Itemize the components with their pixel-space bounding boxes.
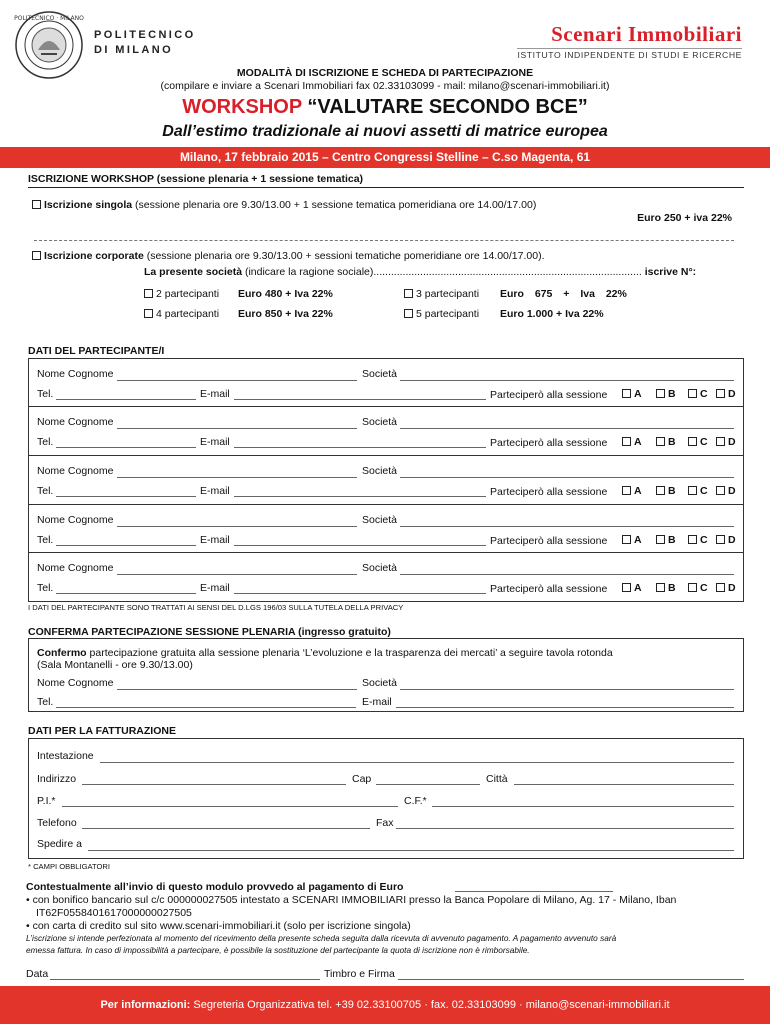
scenari-subtitle: ISTITUTO INDIPENDENTE DI STUDI E RICERCHE	[517, 50, 742, 60]
sessione-letter: D	[728, 582, 736, 594]
plenaria-nome-label: Nome Cognome	[37, 677, 114, 689]
option-2[interactable]	[144, 288, 219, 300]
plenaria-email-label: E-mail	[362, 696, 392, 708]
singola-label: Iscrizione singola	[44, 199, 133, 211]
footer-info-label: Per informazioni:	[100, 999, 191, 1011]
plenaria-email-field[interactable]	[396, 707, 734, 708]
option-3-price: Euro 675 + Iva 22%	[500, 288, 627, 300]
polimi-line2: DI MILANO	[94, 44, 174, 56]
participant-sessione-label: Parteciperò alla sessione	[490, 486, 608, 498]
sessione-checkbox[interactable]	[716, 437, 725, 446]
option-4[interactable]	[144, 308, 219, 320]
sessione-option[interactable]	[716, 582, 736, 594]
note-line2: emessa fattura. In caso di impossibilità a partecipare, è possibile la sostituzione del partecipante la quota di iscrizione non è rimborsabile.	[26, 945, 530, 955]
workshop-title	[0, 96, 770, 119]
intestazione-label: Intestazione	[37, 750, 94, 762]
sessione-option[interactable]	[688, 582, 708, 594]
sala-line: (Sala Montanelli - ore 9.30/13.00)	[37, 659, 193, 671]
sessione-letter: D	[728, 436, 736, 448]
option-5-price: Euro 1.000 + Iva 22%	[500, 308, 604, 320]
option-4-price: Euro 850 + Iva 22%	[238, 308, 333, 320]
sessione-checkbox[interactable]	[622, 389, 631, 398]
sessione-checkbox[interactable]	[622, 535, 631, 544]
option-3-label: 3 partecipanti	[416, 288, 480, 300]
participant-nome-label: Nome Cognome	[37, 465, 114, 477]
participant-email-field[interactable]	[234, 545, 486, 546]
sessione-option[interactable]	[716, 485, 736, 497]
singola-detail: (sessione plenaria ore 9.30/13.00 + 1 sessione tematica pomeridiana ore 14.00/17.00)	[135, 199, 537, 211]
sessione-checkbox[interactable]	[622, 437, 631, 446]
participant-email-field[interactable]	[234, 399, 486, 400]
sessione-checkbox[interactable]	[656, 437, 665, 446]
participant-separator	[28, 455, 744, 456]
participant-nome-label: Nome Cognome	[37, 514, 114, 526]
sessione-letter: B	[668, 534, 676, 546]
participant-email-field[interactable]	[234, 593, 486, 594]
fax-field[interactable]	[396, 828, 734, 829]
sessione-option[interactable]	[688, 388, 708, 400]
sessione-letter: D	[728, 534, 736, 546]
societa-detail: (indicare la ragione sociale)	[244, 266, 374, 278]
participant-email-label: E-mail	[200, 388, 230, 400]
sessione-letter: A	[634, 534, 642, 546]
sessione-checkbox[interactable]	[622, 486, 631, 495]
sessione-checkbox[interactable]	[716, 583, 725, 592]
participant-tel-field[interactable]	[56, 593, 196, 594]
sessione-option[interactable]	[622, 388, 642, 400]
sessione-letter: A	[634, 436, 642, 448]
participant-tel-field[interactable]	[56, 496, 196, 497]
footer-info-text: Segreteria Organizzativa tel. +39 02.33100705 · fax. 02.33103099 · milano@scenari-immobiliari.it	[193, 999, 670, 1011]
partecipanti-section-title: DATI DEL PARTECIPANTE/I	[28, 345, 165, 357]
confermo-text: partecipazione gratuita alla sessione plenaria ‘L’evoluzione e la trasparenza dei mercati’ a seguire tavola rotonda	[89, 647, 613, 659]
option-3-checkbox[interactable]	[404, 289, 413, 298]
sessione-option[interactable]	[716, 436, 736, 448]
participant-societa-field[interactable]	[400, 574, 734, 575]
sessione-option[interactable]	[622, 485, 642, 497]
sessione-checkbox[interactable]	[716, 486, 725, 495]
sessione-letter: C	[700, 582, 708, 594]
sessione-checkbox[interactable]	[656, 389, 665, 398]
participant-sessione-label: Parteciperò alla sessione	[490, 535, 608, 547]
sessione-option[interactable]	[688, 436, 708, 448]
sessione-option[interactable]	[656, 436, 676, 448]
participant-tel-field[interactable]	[56, 399, 196, 400]
citta-field[interactable]	[514, 784, 734, 785]
option-2-price: Euro 480 + Iva 22%	[238, 288, 333, 300]
sessione-letter: B	[668, 436, 676, 448]
telefono-label: Telefono	[37, 817, 77, 829]
sessione-checkbox[interactable]	[656, 583, 665, 592]
piva-label: P.I.*	[37, 795, 56, 807]
participant-nome-label: Nome Cognome	[37, 416, 114, 428]
workshop-name: “VALUTARE SECONDO BCE”	[307, 96, 588, 118]
sessione-letter: A	[634, 582, 642, 594]
corporate-row[interactable]	[32, 250, 545, 262]
participant-separator	[28, 552, 744, 553]
sessione-option[interactable]	[622, 582, 642, 594]
participant-societa-field[interactable]	[400, 477, 734, 478]
societa-line	[144, 266, 696, 278]
event-bar: Milano, 17 febbraio 2015 – Centro Congressi Stelline – C.so Magenta, 61	[0, 147, 770, 168]
timbro-label: Timbro e Firma	[324, 968, 395, 980]
participant-email-label: E-mail	[200, 436, 230, 448]
pagamento-euro-field[interactable]	[455, 891, 613, 892]
intestazione-field[interactable]	[100, 762, 734, 763]
seal-text: POLITECNICO · MILANO	[14, 15, 84, 22]
participant-tel-label: Tel.	[37, 436, 54, 448]
singola-checkbox[interactable]	[32, 200, 41, 209]
corporate-detail: (sessione plenaria ore 9.30/13.00 + sessioni tematiche pomeridiane ore 14.00/17.00).	[146, 250, 545, 262]
spedire-field[interactable]	[88, 850, 734, 851]
participant-tel-field[interactable]	[56, 447, 196, 448]
dashed-divider	[34, 240, 734, 241]
option-2-label: 2 partecipanti	[156, 288, 220, 300]
participant-societa-field[interactable]	[400, 428, 734, 429]
footer-bar	[0, 986, 770, 1024]
participant-sessione-label: Parteciperò alla sessione	[490, 583, 608, 595]
sessione-option[interactable]	[622, 534, 642, 546]
participant-nome-label: Nome Cognome	[37, 368, 114, 380]
option-5-label: 5 partecipanti	[416, 308, 480, 320]
note-line1: L’iscrizione si intende perfezionata al momento del ricevimento della presente scheda seguita dalla ricevuta di avvenuto pagamento. A pagamento avvenuto sarà	[26, 933, 617, 943]
iscrizione-section-title: ISCRIZIONE WORKSHOP (sessione plenaria + 1 sessione tematica)	[28, 173, 364, 185]
participant-nome-field[interactable]	[117, 574, 357, 575]
option-4-checkbox[interactable]	[144, 309, 153, 318]
societa-dots[interactable]: ............................................................................................	[373, 266, 642, 278]
spedire-label: Spedire a	[37, 838, 82, 850]
instructions: (compilare e inviare a Scenari Immobiliari fax 02.33103099 - mail: milano@scenari-immobiliari.it)	[160, 80, 610, 92]
participant-nome-field[interactable]	[117, 477, 357, 478]
data-label: Data	[26, 968, 49, 980]
fax-label: Fax	[376, 817, 394, 829]
modalita-title: MODALITÀ DI ISCRIZIONE E SCHEDA DI PARTECIPAZIONE	[236, 67, 534, 79]
pagamento-heading: Contestualmente all’invio di questo modulo provvedo al pagamento di Euro	[26, 881, 404, 893]
option-4-label: 4 partecipanti	[156, 308, 220, 320]
participant-tel-label: Tel.	[37, 388, 54, 400]
plenaria-tel-label: Tel.	[37, 696, 54, 708]
sessione-option[interactable]	[716, 534, 736, 546]
sessione-checkbox[interactable]	[716, 535, 725, 544]
participant-tel-label: Tel.	[37, 485, 54, 497]
privacy-note: I DATI DEL PARTECIPANTE SONO TRATTATI AI SENSI DEL D.LGS 196/03 SULLA TUTELA DELLA PRIVACY	[28, 603, 404, 612]
piva-field[interactable]	[62, 806, 398, 807]
workshop-subtitle: Dall’estimo tradizionale ai nuovi assetti di matrice europea	[162, 123, 608, 140]
bonifico-line1: • con bonifico bancario sul c/c 000000027505 intestato a SCENARI IMMOBILIARI presso la Banca Popolare di Milano, Ag. 17 - Milano, Iban	[26, 894, 677, 906]
participant-societa-label: Società	[362, 368, 398, 380]
cf-field[interactable]	[432, 806, 734, 807]
cf-label: C.F.*	[404, 795, 427, 807]
option-5-checkbox[interactable]	[404, 309, 413, 318]
sessione-letter: C	[700, 436, 708, 448]
option-2-checkbox[interactable]	[144, 289, 153, 298]
participant-societa-label: Società	[362, 562, 398, 574]
iscrive-label: iscrive N°:	[644, 266, 697, 278]
sessione-letter: A	[634, 388, 642, 400]
sessione-letter: D	[728, 485, 736, 497]
timbro-field[interactable]	[398, 979, 744, 980]
sessione-checkbox[interactable]	[688, 535, 697, 544]
sessione-checkbox[interactable]	[656, 486, 665, 495]
fatturazione-box	[28, 738, 744, 859]
participant-sessione-label: Parteciperò alla sessione	[490, 437, 608, 449]
polimi-name	[94, 28, 196, 58]
sessione-option[interactable]	[716, 388, 736, 400]
sessione-checkbox[interactable]	[622, 583, 631, 592]
scenari-name: Scenari Immobiliari	[551, 22, 742, 46]
sessione-checkbox[interactable]	[716, 389, 725, 398]
carta-line: • con carta di credito sul sito www.scenari-immobiliari.it (solo per iscrizione singola)	[26, 920, 411, 932]
participant-separator	[28, 406, 744, 407]
workshop-prefix: WORKSHOP	[182, 96, 302, 118]
sessione-option[interactable]	[656, 388, 676, 400]
participant-tel-label: Tel.	[37, 534, 54, 546]
participant-societa-label: Società	[362, 465, 398, 477]
corporate-checkbox[interactable]	[32, 251, 41, 260]
plenaria-societa-field[interactable]	[400, 689, 734, 690]
indirizzo-label: Indirizzo	[37, 773, 77, 785]
sessione-checkbox[interactable]	[688, 486, 697, 495]
cap-label: Cap	[352, 773, 372, 785]
participant-email-field[interactable]	[234, 496, 486, 497]
sessione-letter: B	[668, 388, 676, 400]
section-rule	[28, 187, 744, 188]
campi-obbligatori: * CAMPI OBBLIGATORI	[28, 862, 111, 871]
sessione-letter: B	[668, 485, 676, 497]
sessione-letter: C	[700, 534, 708, 546]
plenaria-tel-field[interactable]	[56, 707, 356, 708]
sessione-letter: C	[700, 485, 708, 497]
sessione-option[interactable]	[656, 534, 676, 546]
societa-bold: La presente società	[144, 266, 243, 278]
sessione-letter: C	[700, 388, 708, 400]
participant-email-label: E-mail	[200, 485, 230, 497]
sessione-option[interactable]	[688, 534, 708, 546]
participant-nome-field[interactable]	[117, 428, 357, 429]
sessione-letter: D	[728, 388, 736, 400]
option-3[interactable]	[404, 288, 479, 300]
participant-separator	[28, 504, 744, 505]
participant-societa-label: Società	[362, 514, 398, 526]
sessione-letter: A	[634, 485, 642, 497]
participant-nome-label: Nome Cognome	[37, 562, 114, 574]
polimi-line1: POLITECNICO	[94, 29, 196, 41]
participant-societa-field[interactable]	[400, 380, 734, 381]
plenaria-societa-label: Società	[362, 677, 398, 689]
sessione-checkbox[interactable]	[688, 389, 697, 398]
citta-label: Città	[486, 773, 508, 785]
bonifico-iban: IT62F0558401617000000027505	[36, 907, 192, 919]
participant-tel-label: Tel.	[37, 582, 54, 594]
participant-societa-label: Società	[362, 416, 398, 428]
option-5[interactable]	[404, 308, 479, 320]
singola-row[interactable]	[32, 199, 536, 211]
participant-sessione-label: Parteciperò alla sessione	[490, 389, 608, 401]
participant-societa-field[interactable]	[400, 526, 734, 527]
data-field[interactable]	[50, 979, 320, 980]
sessione-option[interactable]	[656, 485, 676, 497]
sessione-option[interactable]	[622, 436, 642, 448]
participant-email-label: E-mail	[200, 534, 230, 546]
participant-tel-field[interactable]	[56, 545, 196, 546]
confermo-bold: Confermo	[37, 647, 87, 659]
sessione-checkbox[interactable]	[656, 535, 665, 544]
sessione-option[interactable]	[688, 485, 708, 497]
sessione-checkbox[interactable]	[688, 583, 697, 592]
participant-nome-field[interactable]	[117, 380, 357, 381]
participant-email-field[interactable]	[234, 447, 486, 448]
sessione-checkbox[interactable]	[688, 437, 697, 446]
corporate-label: Iscrizione corporate	[44, 250, 144, 262]
singola-price: Euro 250 + iva 22%	[637, 212, 732, 224]
confermo-line	[37, 647, 613, 659]
sessione-option[interactable]	[656, 582, 676, 594]
cap-field[interactable]	[376, 784, 480, 785]
telefono-field[interactable]	[82, 828, 370, 829]
scenari-logo	[517, 22, 742, 60]
participant-email-label: E-mail	[200, 582, 230, 594]
participant-nome-field[interactable]	[117, 526, 357, 527]
sessione-letter: B	[668, 582, 676, 594]
plenaria-section-title: CONFERMA PARTECIPAZIONE SESSIONE PLENARIA (ingresso gratuito)	[28, 626, 391, 638]
indirizzo-field[interactable]	[82, 784, 346, 785]
fatturazione-section-title: DATI PER LA FATTURAZIONE	[28, 725, 176, 737]
plenaria-nome-field[interactable]	[117, 689, 357, 690]
